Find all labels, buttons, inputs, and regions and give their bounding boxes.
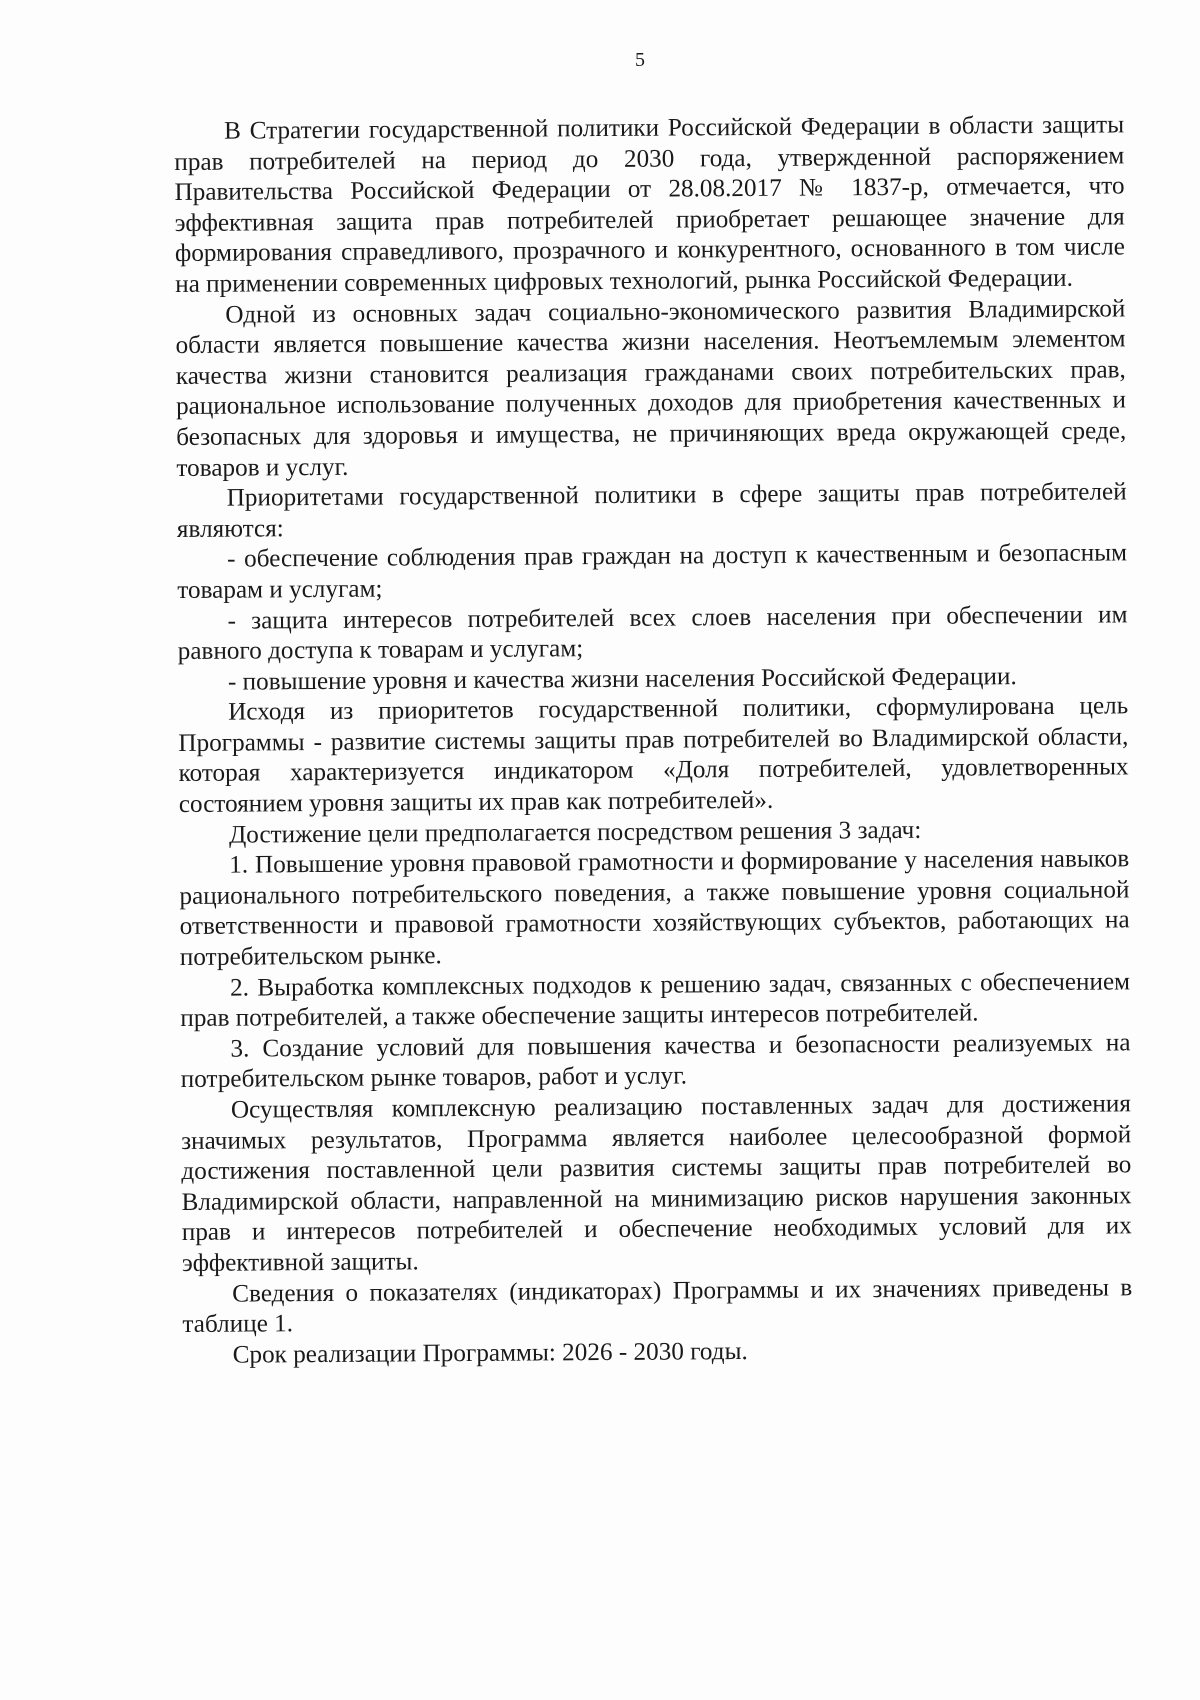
list-item-priority-3: - повышение уровня и качества жизни населения Российской Федерации. [227, 662, 1017, 696]
page-number: 5 [635, 49, 645, 71]
paragraph-tasks-intro: Достижение цели предполагается посредством решения 3 задач: [228, 816, 922, 849]
list-item-task-1: 1. Повышение уровня правовой грамотности и формирование у населения навыков рационального потребительского поведения, а также повышение уровня социальной ответственности и правовой грамотности хозяйствующих субъектов, работающих на потребительском рынке. [179, 845, 1130, 972]
paragraph-main-task: Одной из основных задач социально-экономического развития Владимирской области является повышение качества жизни населения. Неотъемлемым элементом качества жизни становится реализация гражданами своих потребительских прав, рациональное использование полученных доходов для приобретения качественных и безопасных для здоровья и имущества, не причиняющих вреда окружающей среде, товаров и услуг. [175, 294, 1127, 482]
paragraph-program-goal: Исходя из приоритетов государственной политики, сформулирована цель Программы - развитие системы защиты прав потребителей во Владимирской области, которая характеризуется индикатором «Доля потребителей, удовлетворенных состоянием уровня защиты их прав как потребителей». [178, 692, 1129, 819]
paragraph-implementation-period: Срок реализации Программы: 2026 - 2030 годы. [232, 1337, 748, 1369]
paragraph-indicators-reference: Сведения о показателях (индикаторах) Программы и их значениях приведены в таблице 1. [182, 1273, 1133, 1339]
paragraph-priorities-intro: Приоритетами государственной политики в сфере защиты прав потребителей являются: [176, 478, 1127, 543]
paragraph-strategy: В Стратегии государственной политики Российской Федерации в области защиты прав потребителей на период до 2030 года, утвержденной распоряжением Правительства Российской Федерации от 28.08.2017 № 1837-р, отмечается, что эффективная защита прав потребителей приобретает решающее значение для формирования справедливого, прозрачного и конкурентного, основанного в том числе на применении современных цифровых технологий, рынка Российской Федерации. [174, 111, 1126, 298]
list-item-priority-1: - обеспечение соблюдения прав граждан на доступ к качественным и безопасным товарам и услугам; [177, 539, 1128, 604]
list-item-task-2: 2. Выработка комплексных подходов к решению задач, связанных с обеспечением прав потребителей, а также обеспечение защиты интересов потребителей. [180, 967, 1131, 1033]
document-body [174, 110, 1133, 1371]
list-item-task-3: 3. Создание условий для повышения качества и безопасности реализуемых на потребительском рынке товаров, работ и услуг. [180, 1029, 1131, 1094]
paragraph-comprehensive-implementation: Осуществляя комплексную реализацию поставленных задач для достижения значимых результатов, Программа является наиболее целесообразной формой достижения поставленной цели развития системы защиты прав потребителей во Владимирской области, направленной на минимизацию рисков нарушения законных прав и интересов потребителей и обеспечение необходимых условий для их эффективной защиты. [181, 1090, 1132, 1277]
list-item-priority-2: - защита интересов потребителей всех слоев населения при обеспечении им равного доступа к товарам и услугам; [177, 600, 1128, 666]
